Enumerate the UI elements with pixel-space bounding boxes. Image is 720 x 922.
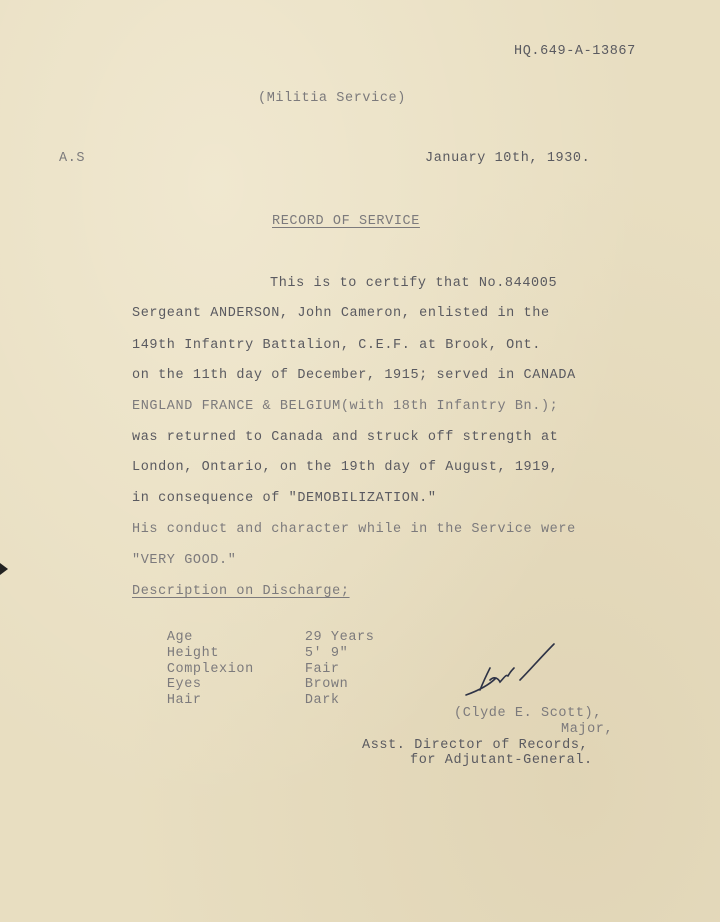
service-type: (Militia Service) <box>258 91 406 106</box>
description-label: Hair <box>166 693 202 708</box>
record-heading: RECORD OF SERVICE <box>272 214 420 229</box>
body-line-1: This is to certify that No.844005 <box>270 276 558 291</box>
left-code: A.S <box>59 151 86 166</box>
body-line-2: Sergeant ANDERSON, John Cameron, enlisted in the <box>132 306 550 321</box>
description-value: Dark <box>304 693 340 708</box>
description-row-hair <box>132 677 340 725</box>
body-line-8: in consequence of "DEMOBILIZATION." <box>132 491 437 506</box>
description-label: Height <box>166 646 220 661</box>
description-label: Complexion <box>166 662 254 677</box>
body-line-6: was returned to Canada and struck off strength at <box>132 430 559 445</box>
signatory-name: (Clyde E. Scott), <box>454 706 602 721</box>
body-line-10: "VERY GOOD." <box>132 553 237 568</box>
body-line-9: His conduct and character while in the Service were <box>132 522 576 537</box>
description-label: Age <box>166 630 193 645</box>
edge-pointer-mark <box>0 563 8 575</box>
body-line-5: ENGLAND FRANCE & BELGIUM(with 18th Infantry Bn.); <box>132 399 559 414</box>
handwritten-signature <box>460 640 560 700</box>
body-line-3: 149th Infantry Battalion, C.E.F. at Brook, Ont. <box>132 338 541 353</box>
signatory-for: for Adjutant-General. <box>410 753 593 768</box>
body-line-7: London, Ontario, on the 19th day of August, 1919, <box>132 460 559 475</box>
signatory-title: Asst. Director of Records, <box>362 738 589 753</box>
file-number: HQ.649-A-13867 <box>514 44 636 59</box>
document-date: January 10th, 1930. <box>425 151 591 166</box>
body-line-4: on the 11th day of December, 1915; served in CANADA <box>132 368 576 383</box>
description-value: Brown <box>304 677 349 692</box>
description-value: 5' 9" <box>304 646 349 661</box>
description-label: Eyes <box>166 677 202 692</box>
description-heading: Description on Discharge; <box>132 584 350 599</box>
description-value: Fair <box>304 662 340 677</box>
signatory-rank: Major, <box>561 722 614 737</box>
description-value: 29 Years <box>304 630 375 645</box>
